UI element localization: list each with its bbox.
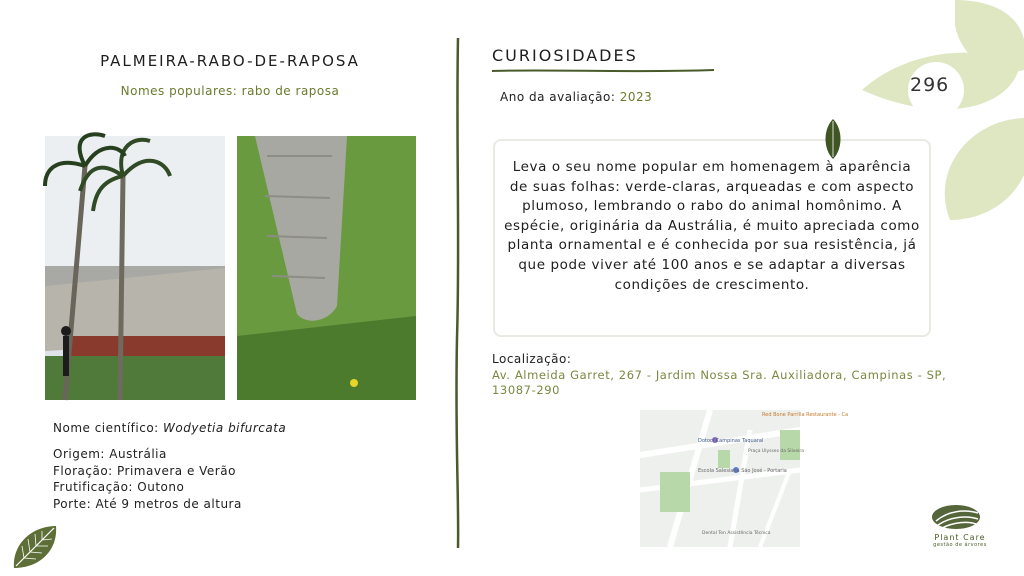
title-underline [492, 68, 714, 74]
leaf-icon-bottom-left [10, 522, 60, 572]
flowering: Floração: Primavera e Verão [53, 463, 236, 478]
page-title: PALMEIRA-RABO-DE-RAPOSA [100, 52, 360, 70]
plant-facts [53, 446, 242, 512]
map-label: Red Bone Parrilla Restaurante - Ca [762, 412, 849, 418]
map-label: Escola Salesiana São José - Portaria [698, 468, 787, 474]
popular-names: Nomes populares: rabo de raposa [120, 84, 340, 98]
plant-care-logo [930, 503, 982, 531]
map-label: Praça Ulysses da Silveira [748, 449, 805, 454]
vertical-divider [452, 38, 464, 548]
map-label: Dental Ten Assistência Técnica [702, 531, 771, 536]
scientific-name: Wodyetia bifurcata [163, 421, 287, 435]
curiosity-text: Leva o seu nome popular em homenagem à aparência de suas folhas: verde-claras, arqueadas e com aspecto plumoso, lembrando o rabo do animal homônimo. A espécie, originária da Austrália, é muito apreciada como planta ornamental e é conhecida por sua resistência, já que pode viver até 100 anos e se adaptar a diversas condições de crescimento. [504, 159, 920, 293]
year-value: 2023 [619, 90, 653, 104]
map-label: Dotoci Campinas Taquaral [698, 438, 764, 444]
location-address: Av. Almeida Garret, 267 - Jardim Nossa Sra. Auxiliadora, Campinas - SP, 13087-290 [492, 368, 947, 397]
leaf-icon [823, 119, 843, 159]
size: Porte: Até 9 metros de altura [53, 496, 242, 511]
location-map[interactable] [640, 410, 849, 547]
origin: Origem: Austrália [53, 447, 167, 461]
section-title: CURIOSIDADES [492, 46, 638, 65]
palm-trees-photo [45, 136, 225, 400]
logo-tagline: gestão de árvores [933, 542, 987, 548]
year-label: Ano da avaliação: [500, 90, 616, 104]
logo-name: Plant Care [934, 533, 986, 542]
page-number-badge: 296 [910, 74, 950, 96]
location-label: Localização: [492, 352, 572, 366]
fruiting: Frutificação: Outono [53, 480, 185, 494]
trunk-photo [237, 136, 416, 400]
scientific-name-label: Nome científico: [53, 421, 159, 435]
